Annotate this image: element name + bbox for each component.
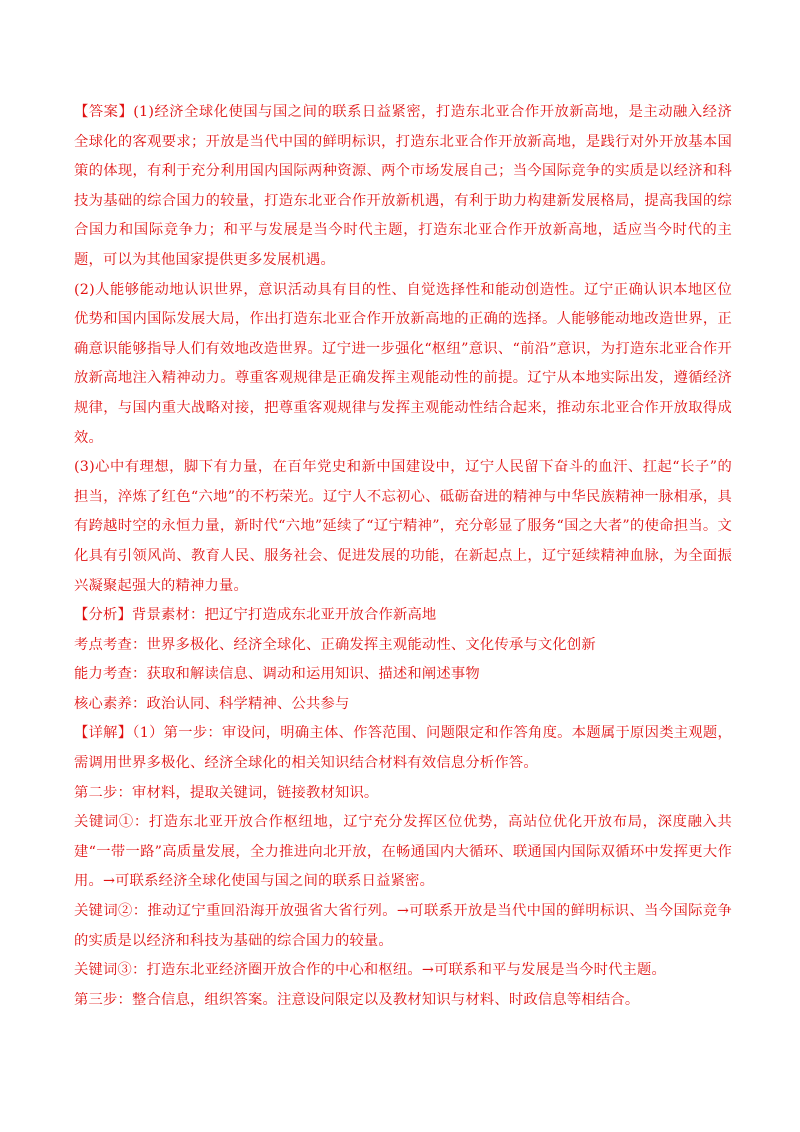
detail-keyword-2: 关键词②：推动辽宁重回沿海开放强省大省行列。→可联系开放是当代中国的鲜明标识、当今国际竞争的实质是以经济和科技为基础的综合国力的较量。	[74, 903, 732, 949]
detail-label: 【详解】	[74, 725, 133, 742]
detail-step-2: 第二步：审材料，提取关键词，链接教材知识。	[74, 784, 379, 801]
answer-part-3: (3)心中有理想，脚下有力量，在百年党史和新中国建设中，辽宁人民留下奋斗的血汗、扛起“长子”的担当，淬炼了红色“六地”的不朽荣光。辽宁人不忘初心、砥砺奋进的精神与中华民族精神一脉相承，具有跨越时空的永恒力量，新时代“六地”延续了“辽宁精神”，充分彰显了服务“国之大者”的使命担当。文化具有引领风尚、教育人民、服务社会、促进发展的功能，在新起点上，辽宁延续精神血脉，为全面振兴凝聚起强大的精神力量。	[74, 459, 732, 594]
detail-keyword-3: 关键词③：打造东北亚经济圈开放合作的中心和枢纽。→可联系和平与发展是当今时代主题。	[74, 962, 667, 979]
answer-label: 【答案】	[74, 104, 134, 120]
answer-part-1	[74, 98, 732, 276]
analysis-abilities: 能力考查：获取和解读信息、调动和运用知识、描述和阐述事物	[74, 666, 480, 683]
analysis-topics: 考点考查：世界多极化、经济全球化、正确发挥主观能动性、文化传承与文化创新	[74, 636, 596, 653]
answer-part-1-text: (1)经济全球化使国与国之间的联系日益紧密，打造东北亚合作开放新高地，是主动融入经济全球化的客观要求；开放是当代中国的鲜明标识，打造东北亚合作开放新高地，是践行对外开放基本国策的体现，有利于充分利用国内国际两种资源、两个市场发展自己；当今国际竞争的实质是以经济和科技为基础的综合国力的较量，打造东北亚合作开放新机遇，有利于助力构建新发展格局，提高我国的综合国力和国际竞争力；和平与发展是当今时代主题，打造东北亚合作开放新高地，适应当今时代的主题，可以为其他国家提供更多发展机遇。	[74, 104, 732, 268]
detail-keyword-1: 关键词①：打造东北亚开放合作枢纽地，辽宁充分发挥区位优势，高站位优化开放布局，深度融入共建“一带一路”高质量发展，全力推进向北开放，在畅通国内大循环、联通国内国际双循环中发挥更大作用。→可联系经济全球化使国与国之间的联系日益紧密。	[74, 814, 732, 890]
analysis-background	[74, 601, 732, 631]
answer-part-2: (2)人能够能动地认识世界，意识活动具有目的性、自觉选择性和能动创造性。辽宁正确认识本地区位优势和国内国际发展大局，作出打造东北亚合作开放新高地的正确的选择。人能够能动地改造世界，正确意识能够指导人们有效地改造世界。辽宁进一步强化“枢纽”意识、“前沿”意识，为打造东北亚合作开放新高地注入精神动力。尊重客观规律是正确发挥主观能动性的前提。辽宁从本地实际出发，遵循经济规律，与国内重大战略对接，把尊重客观规律与发挥主观能动性结合起来，推动东北亚合作开放取得成效。	[74, 281, 732, 446]
analysis-background-text: 背景素材：把辽宁打造成东北亚开放合作新高地	[132, 607, 437, 624]
analysis-literacy: 核心素养：政治认同、科学精神、公共参与	[74, 695, 350, 712]
detail-step-3: 第三步：整合信息，组织答案。注意设问限定以及教材知识与材料、时政信息等相结合。	[74, 991, 640, 1008]
detail-step-1-text: （1）第一步：审设问，明确主体、作答范围、问题限定和作答角度。本题属于原因类主观题，需调用世界多极化、经济全球化的相关知识结合材料有效信息分析作答。	[74, 725, 732, 772]
analysis-label: 【分析】	[74, 607, 132, 624]
detail-step-1	[74, 719, 732, 778]
